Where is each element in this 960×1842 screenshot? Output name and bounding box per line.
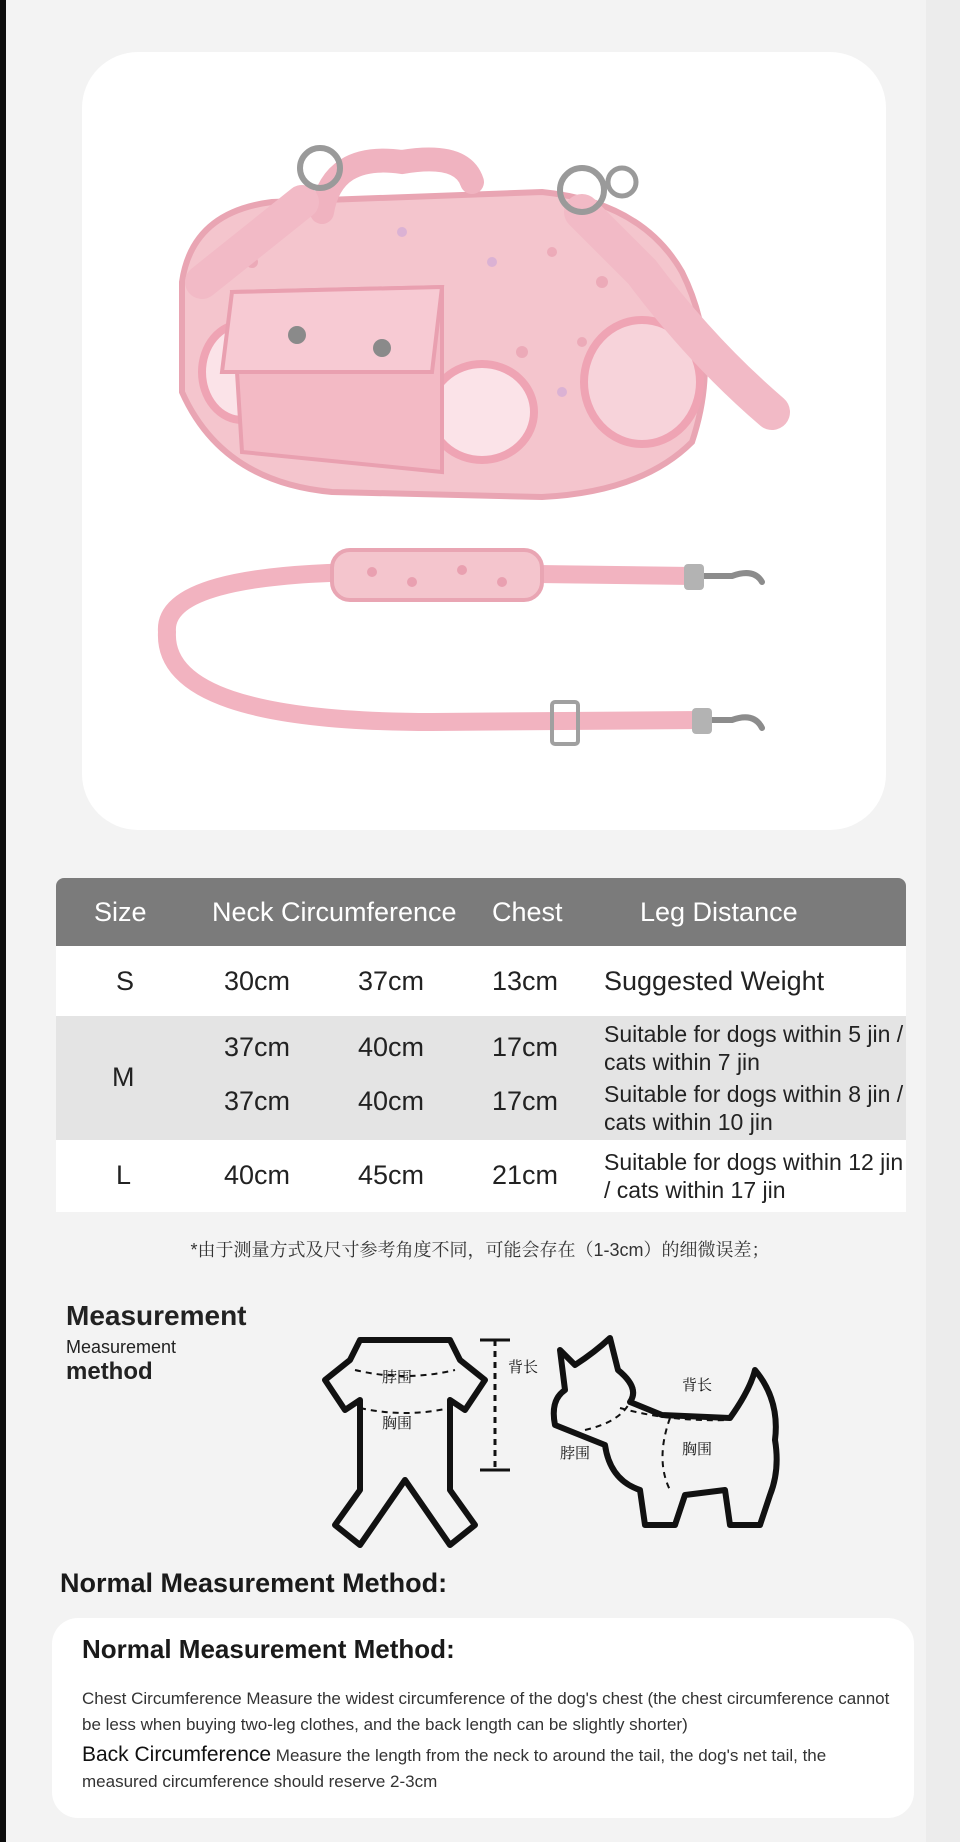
- table-header: [56, 878, 906, 946]
- chest-instruction: Chest Circumference Measure the widest circumference of the dog's chest (the chest circumference cannot be less when buying two-leg clothes, and the back length can be slightly shorter): [82, 1689, 890, 1734]
- clothing-chest-label: 胸围: [382, 1414, 413, 1432]
- row-chest: 40cm: [358, 1032, 425, 1062]
- table-row: [56, 1016, 906, 1140]
- row-leg: 17cm: [492, 1086, 559, 1116]
- header-size: Size: [94, 897, 147, 927]
- table-row: [56, 1140, 906, 1212]
- row-chest: 40cm: [358, 1086, 425, 1116]
- clothing-neck-label: 脖围: [382, 1368, 413, 1386]
- header-chest: Chest: [492, 897, 563, 927]
- measurement-subtitle: Measurement: [66, 1337, 177, 1357]
- row-note: Suitable for dogs within 12 jin / cats within 17 jin: [604, 1149, 904, 1203]
- measurement-diagram: [310, 1330, 810, 1560]
- row-note: Suitable for dogs within 5 jin / cats within 7 jin: [604, 1021, 904, 1075]
- row-note: Suitable for dogs within 8 jin / cats within 10 jin: [604, 1081, 904, 1135]
- row-leg: 21cm: [492, 1160, 559, 1190]
- row-neck: 37cm: [224, 1032, 291, 1062]
- row-neck: 40cm: [224, 1160, 291, 1190]
- measurement-title: Measurement: [66, 1300, 247, 1331]
- row-leg: 13cm: [492, 966, 559, 996]
- normal-card-title: Normal Measurement Method:: [82, 1634, 455, 1664]
- back-instruction: [82, 1742, 902, 1795]
- row-size: L: [116, 1160, 132, 1190]
- row-neck: 37cm: [224, 1086, 291, 1116]
- row-chest: 45cm: [358, 1160, 425, 1190]
- measurement-disclaimer: *由于测量方式及尺寸参考角度不同，可能会存在（1-3cm）的细微误差；: [190, 1240, 770, 1260]
- normal-method-card: [52, 1618, 914, 1818]
- header-leg: Leg Distance: [640, 897, 798, 927]
- product-image-card: [82, 52, 886, 830]
- back-label: Back Circumference: [82, 1743, 272, 1766]
- dog-chest-label: 胸围: [682, 1440, 713, 1458]
- size-table: [56, 878, 906, 1203]
- row-size: M: [112, 1062, 135, 1092]
- right-edge-strip: [926, 0, 960, 1842]
- left-edge-bar: [0, 0, 6, 1842]
- header-neck: Neck Circumference: [212, 897, 457, 927]
- normal-method-heading: Normal Measurement Method:: [60, 1568, 448, 1598]
- dog-neck-label: 脖围: [560, 1444, 591, 1462]
- row-neck: 30cm: [224, 966, 291, 996]
- row-note: Suggested Weight: [604, 966, 825, 996]
- table-row: [56, 946, 906, 1016]
- measurement-method-word: method: [66, 1358, 153, 1385]
- row-chest: 37cm: [358, 966, 425, 996]
- back-text: Measure the length from the neck to around the tail, the dog's net tail, the measured circumference should reserve 2-3cm: [82, 1746, 827, 1791]
- harness-illustration: [82, 52, 886, 830]
- dog-back-label: 背长: [682, 1376, 713, 1394]
- clothing-back-label: 背长: [508, 1358, 539, 1376]
- row-size: S: [116, 966, 135, 996]
- row-leg: 17cm: [492, 1032, 559, 1062]
